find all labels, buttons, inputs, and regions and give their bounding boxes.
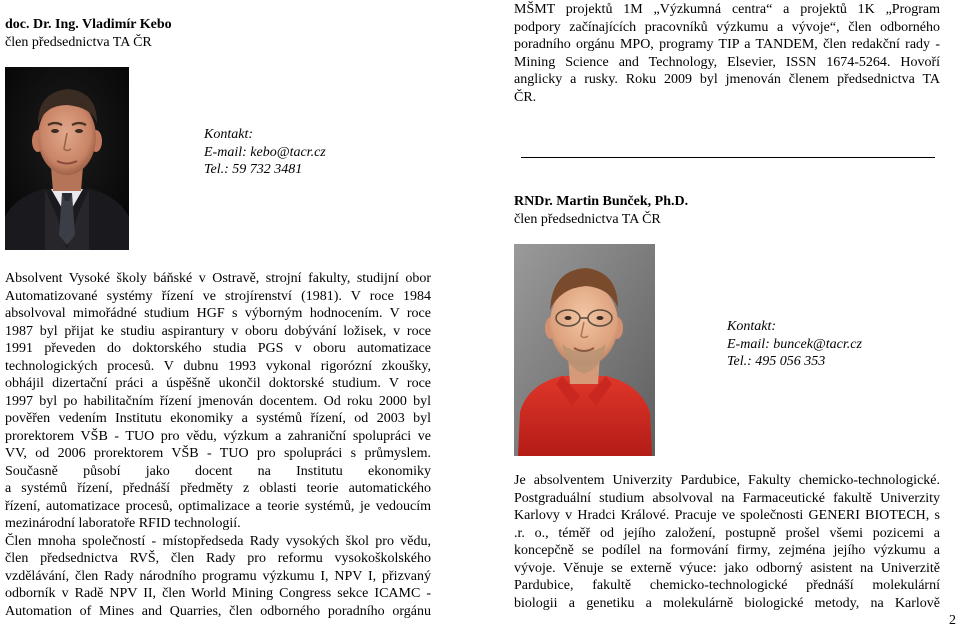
bio-line: odborník v Radě NPV II, člen World Mining Congress sekce ICAMC -	[5, 586, 431, 601]
bio-line: člen předsednictva RVŠ, člen Rady pro reformu vysokoškolského	[5, 551, 431, 566]
bio-line: 1991 převeden do doktorského studia PGS v oboru automatizace	[5, 341, 431, 356]
bio-line: 1987 byl přijat ke studiu aspirantury v oboru dobývání ložisek, v roce	[5, 323, 431, 339]
bio-line: Současně působí jako docent na Institutu ekonomiky	[5, 463, 431, 479]
person1-contact-heading: Kontakt:	[204, 127, 253, 142]
bio-line: řízení, automatizace procesů, optimalizace a teorie systémů, je vedoucím	[5, 498, 431, 514]
bio-line: vzdělávání, člen Rady národního programu výzkumu I, NPV I, přizvaný	[5, 568, 431, 584]
bio-line: Absolvent Vysoké školy báňské v Ostravě, strojní fakulty, studijní obor	[5, 271, 431, 286]
person1-phone: Tel.: 59 732 3481	[204, 162, 303, 177]
bio-line: VV, od 2006 prorektorem VŠB - TUO pro spolupráci s průmyslem.	[5, 446, 431, 461]
bio-line: anglicky a rusky. Roku 2009 byl jmenován členem předsednictva TA	[514, 72, 940, 87]
portrait-man-in-red-shirt	[514, 244, 655, 456]
bio-line: .r. o., téměř od jejího založení, postupně prošel všemi pozicemi a	[514, 525, 940, 541]
person2-name: RNDr. Martin Bunček, Ph.D.	[514, 194, 689, 209]
bio-line: Postgraduální studium absolvoval na Farmaceutické fakultě Univerzity	[514, 490, 940, 506]
person1-bio	[5, 270, 431, 620]
person2-phone: Tel.: 495 056 353	[727, 354, 826, 369]
bio-line: poradního orgánu MPO, programy TIP a TANDEM, člen redakční rady -	[514, 37, 940, 52]
person2-bio	[514, 472, 940, 612]
bio-line: Karlovy v Hradci Králové. Pracuje ve společnosti GENERI BIOTECH, s	[514, 508, 940, 523]
bio-line: vývoje. Věnuje se externě výuce: jako odborný asistent na Univerzitě	[514, 560, 940, 576]
bio-line: biologii a genetiku a molekulárně biologické metody, na Karlově	[514, 595, 940, 611]
person1-email[interactable]: E-mail: kebo@tacr.cz	[204, 144, 326, 160]
portrait-man-in-suit	[5, 67, 129, 250]
person1-role: člen předsednictva TA ČR	[5, 34, 152, 50]
person2-contact-heading: Kontakt:	[727, 319, 776, 334]
bio-line: koncepčně se podílel na formování firmy, zejména jejího výzkumu a	[514, 543, 940, 558]
person2-email[interactable]: E-mail: buncek@tacr.cz	[727, 336, 862, 352]
bio-line: a systémů řízení, přednáší předměty z oblasti teorie automatického	[5, 481, 431, 496]
bio-line: Automatizované systémy řízení ve strojírenství (1981). V roce 1984	[5, 288, 431, 304]
bio-line: mezinárodní laboratoře RFID technologií.	[5, 516, 241, 531]
bio-line: Člen mnoha společností - místopředseda Rady vysokých škol pro vědu,	[5, 533, 431, 549]
bio-line: technologických procesů. V dubnu 1993 vykonal rigorózní zkoušky,	[5, 358, 431, 374]
person1-photo	[5, 67, 129, 250]
bio-line: MŠMT projektů 1M „Výzkumná centra“ a projektů 1K „Program	[514, 2, 940, 17]
person1-bio-continued	[514, 1, 940, 106]
page-number: 2	[949, 613, 956, 628]
person1-name: doc. Dr. Ing. Vladimír Kebo	[5, 17, 172, 32]
bio-line: Automation of Mines and Quarries, člen odborného poradního orgánu	[5, 603, 431, 619]
bio-line: pověřen vedením Institutu ekonomiky a systémů řízení, od 2003 byl	[5, 411, 431, 426]
bio-line: ČR.	[514, 89, 537, 105]
bio-line: Je absolventem Univerzity Pardubice, Fakulty chemicko-technologické.	[514, 473, 940, 488]
bio-line: 1997 byl po habilitačním řízení jmenován docentem. Od roku 2000 byl	[5, 393, 431, 409]
bio-line: absolvoval mimořádné studium HGF s výborným hodnocením. V roce	[5, 306, 431, 321]
bio-line: prorektorem VŠB - TUO pro vědu, výzkum a zahraniční spolupráci ve	[5, 428, 431, 444]
person2-photo	[514, 244, 655, 456]
bio-line: Mining Science and Technology, Elsevier, ISSN 1674-5264. Hovoří	[514, 54, 940, 70]
separator-line	[521, 157, 935, 158]
bio-line: obhájil dizertační práci a úspěšně ukončil doktorské studium. V roce	[5, 376, 431, 391]
bio-line: podpory začínajících pracovníků výzkumu a vývoje“, člen odborného	[514, 19, 940, 35]
bio-line: Pardubice, fakultě chemicko-technologické přednáší molekulární	[514, 578, 940, 593]
person2-role: člen předsednictva TA ČR	[514, 211, 661, 227]
